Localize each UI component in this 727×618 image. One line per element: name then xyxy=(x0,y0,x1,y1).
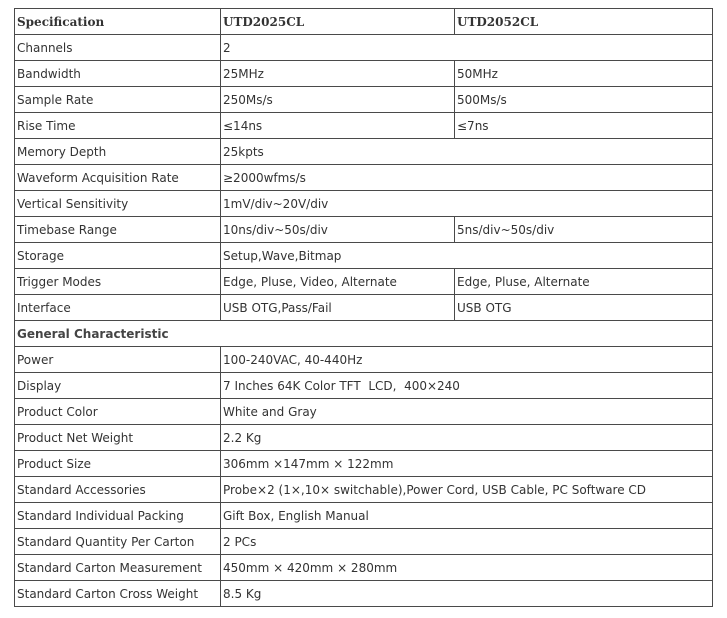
table-row xyxy=(15,165,713,191)
table-row xyxy=(15,529,713,555)
row-label: Storage xyxy=(15,243,221,269)
row-label: Display xyxy=(15,373,221,399)
row-label: Standard Carton Cross Weight xyxy=(15,581,221,607)
row-value: 450mm × 420mm × 280mm xyxy=(221,555,713,581)
row-label: Product Net Weight xyxy=(15,425,221,451)
row-value-model-b: 50MHz xyxy=(455,61,713,87)
header-model-a: UTD2025CL xyxy=(221,9,455,35)
row-value: 306mm ×147mm × 122mm xyxy=(221,451,713,477)
row-label: Waveform Acquisition Rate xyxy=(15,165,221,191)
row-label: Standard Carton Measurement xyxy=(15,555,221,581)
row-value-model-a: USB OTG,Pass/Fail xyxy=(221,295,455,321)
table-row xyxy=(15,61,713,87)
row-label: Memory Depth xyxy=(15,139,221,165)
row-label: Timebase Range xyxy=(15,217,221,243)
row-label: Product Color xyxy=(15,399,221,425)
row-label: Standard Quantity Per Carton xyxy=(15,529,221,555)
row-value: Setup,Wave,Bitmap xyxy=(221,243,713,269)
table-row xyxy=(15,581,713,607)
row-value: 100-240VAC, 40-440Hz xyxy=(221,347,713,373)
header-specification: Specification xyxy=(15,9,221,35)
table-row xyxy=(15,269,713,295)
table-row xyxy=(15,347,713,373)
table-row xyxy=(15,113,713,139)
row-value-model-b: 5ns/div~50s/div xyxy=(455,217,713,243)
header-row xyxy=(15,9,713,35)
row-label: Product Size xyxy=(15,451,221,477)
row-value: 8.5 Kg xyxy=(221,581,713,607)
table-row xyxy=(15,87,713,113)
table-row xyxy=(15,425,713,451)
table-row xyxy=(15,139,713,165)
row-value: 2 xyxy=(221,35,713,61)
table-row xyxy=(15,399,713,425)
table-row xyxy=(15,373,713,399)
row-value-model-b: 500Ms/s xyxy=(455,87,713,113)
row-value: Probe×2 (1×,10× switchable),Power Cord, USB Cable, PC Software CD xyxy=(221,477,713,503)
row-value: Gift Box, English Manual xyxy=(221,503,713,529)
row-value: 1mV/div~20V/div xyxy=(221,191,713,217)
table-row xyxy=(15,217,713,243)
row-value-model-b: ≤7ns xyxy=(455,113,713,139)
table-row xyxy=(15,477,713,503)
row-label: Channels xyxy=(15,35,221,61)
row-label: Sample Rate xyxy=(15,87,221,113)
row-value: ≥2000wfms/s xyxy=(221,165,713,191)
row-label: Rise Time xyxy=(15,113,221,139)
row-value: White and Gray xyxy=(221,399,713,425)
table-row xyxy=(15,295,713,321)
row-value: 25kpts xyxy=(221,139,713,165)
row-value-model-b: Edge, Pluse, Alternate xyxy=(455,269,713,295)
section-header-row xyxy=(15,321,713,347)
row-value-model-a: Edge, Pluse, Video, Alternate xyxy=(221,269,455,295)
table-row xyxy=(15,555,713,581)
row-value-model-b: USB OTG xyxy=(455,295,713,321)
specification-table xyxy=(14,8,713,607)
table-row xyxy=(15,503,713,529)
table-row xyxy=(15,243,713,269)
table-row xyxy=(15,451,713,477)
row-label: Interface xyxy=(15,295,221,321)
row-label: Trigger Modes xyxy=(15,269,221,295)
row-value-model-a: 10ns/div~50s/div xyxy=(221,217,455,243)
row-value: 2 PCs xyxy=(221,529,713,555)
row-value-model-a: 250Ms/s xyxy=(221,87,455,113)
table-row xyxy=(15,191,713,217)
row-label: Power xyxy=(15,347,221,373)
row-label: Bandwidth xyxy=(15,61,221,87)
table-row xyxy=(15,35,713,61)
row-value: 2.2 Kg xyxy=(221,425,713,451)
header-model-b: UTD2052CL xyxy=(455,9,713,35)
row-label: Standard Accessories xyxy=(15,477,221,503)
row-value-model-a: 25MHz xyxy=(221,61,455,87)
row-value: 7 Inches 64K Color TFT LCD, 400×240 xyxy=(221,373,713,399)
row-label: Standard Individual Packing xyxy=(15,503,221,529)
section-title: General Characteristic xyxy=(15,321,713,347)
row-value-model-a: ≤14ns xyxy=(221,113,455,139)
row-label: Vertical Sensitivity xyxy=(15,191,221,217)
